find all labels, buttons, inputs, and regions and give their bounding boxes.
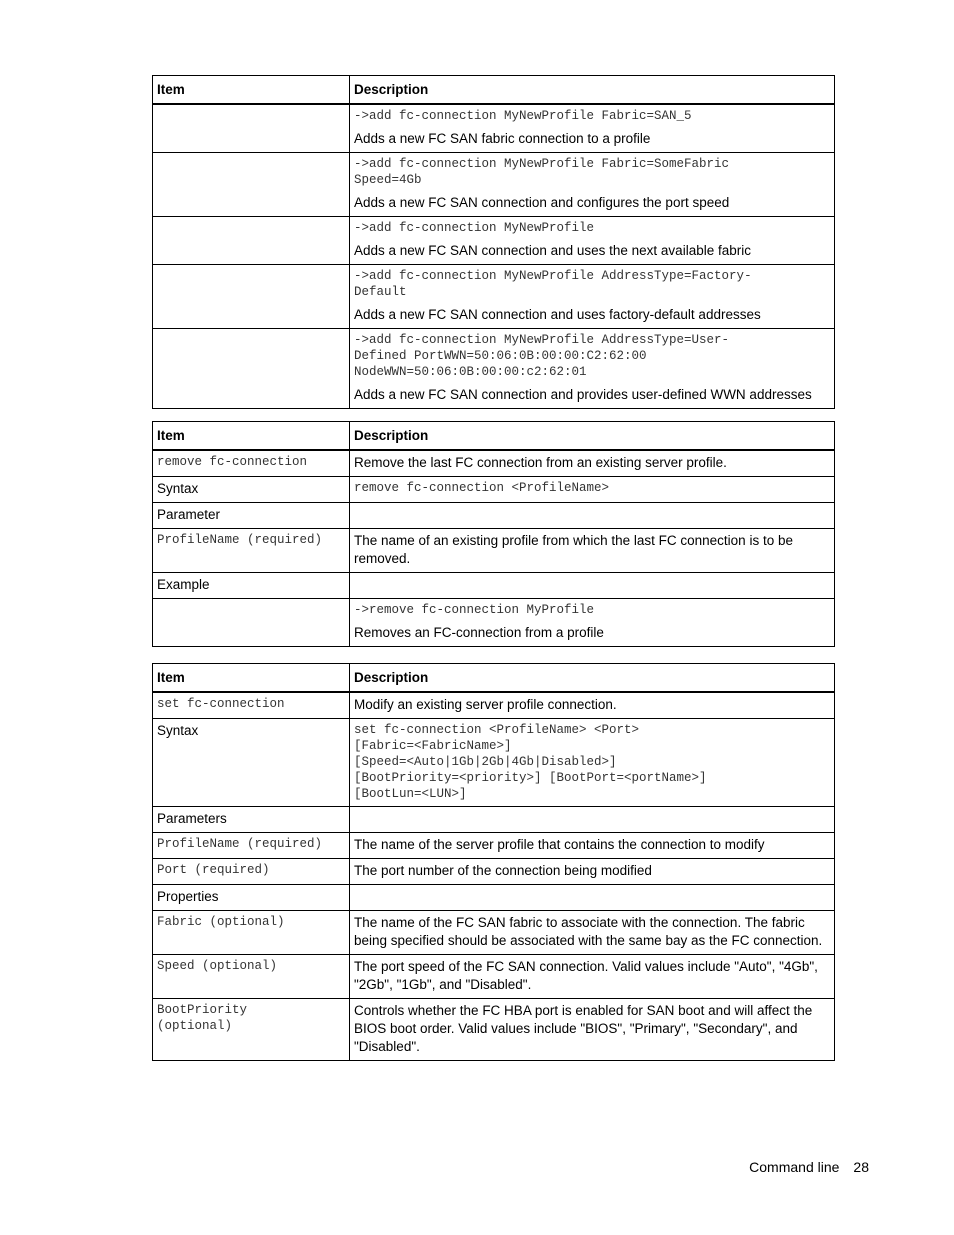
example-description: Adds a new FC SAN fabric connection to a profile [354, 131, 651, 146]
description-cell [350, 573, 835, 599]
description-cell [350, 217, 835, 265]
description-cell: Modify an existing server profile connection. [350, 692, 835, 719]
table-row [153, 503, 835, 529]
table-row [153, 807, 835, 833]
table-row [153, 692, 835, 719]
item-cell [153, 265, 350, 329]
example-command: ->remove fc-connection MyProfile [354, 603, 595, 617]
example-description: Removes an FC-connection from a profile [354, 625, 604, 640]
description-cell: The name of the FC SAN fabric to associate with the connection. The fabric being specified should be associated with the same bay as the FC connection. [350, 911, 835, 955]
table-row [153, 885, 835, 911]
item-cell [153, 104, 350, 153]
property-name: Fabric (optional) [157, 915, 285, 929]
table-row [153, 329, 835, 409]
description-cell [350, 153, 835, 217]
table-row [153, 911, 835, 955]
item-cell [153, 450, 350, 477]
header-item: Item [153, 664, 350, 693]
example-description: Adds a new FC SAN connection and uses factory-default addresses [354, 307, 761, 322]
example-label: Example [153, 573, 350, 599]
description-cell: The port speed of the FC SAN connection. Valid values include "Auto", "4Gb", "2Gb", "1Gb", and "Disabled". [350, 955, 835, 999]
parameter-label: Parameter [153, 503, 350, 529]
example-command: ->add fc-connection MyNewProfile Fabric=SAN_5 [354, 109, 692, 123]
syntax-code: set fc-connection <ProfileName> <Port> [Fabric=<FabricName>] [Speed=<Auto|1Gb|2Gb|4Gb|Disabled>] [BootPriority=<priority>] [BootPort=<portName>] [BootLun=<LUN>] [354, 723, 707, 801]
property-name: Speed (optional) [157, 959, 278, 973]
table-row [153, 999, 835, 1061]
item-cell [153, 955, 350, 999]
table-header-row [153, 76, 835, 105]
table-row [153, 955, 835, 999]
command-table-remove-fc-connection [152, 421, 835, 647]
properties-label: Properties [153, 885, 350, 911]
table-row [153, 833, 835, 859]
example-description: Adds a new FC SAN connection and configures the port speed [354, 195, 730, 210]
header-description: Description [350, 76, 835, 105]
header-item: Item [153, 422, 350, 451]
table-row [153, 529, 835, 573]
item-cell [153, 217, 350, 265]
table-header-row [153, 422, 835, 451]
page-number: 28 [853, 1159, 869, 1175]
example-command: ->add fc-connection MyNewProfile AddressType=Factory- Default [354, 269, 752, 299]
command-name: set fc-connection [157, 697, 285, 711]
header-item: Item [153, 76, 350, 105]
item-cell [153, 529, 350, 573]
description-cell [350, 719, 835, 807]
header-description: Description [350, 422, 835, 451]
header-description: Description [350, 664, 835, 693]
example-description: Adds a new FC SAN connection and provides user-defined WWN addresses [354, 387, 812, 402]
command-table-set-fc-connection [152, 663, 835, 1061]
item-cell [153, 599, 350, 647]
table-row [153, 859, 835, 885]
syntax-label: Syntax [153, 719, 350, 807]
syntax-code: remove fc-connection <ProfileName> [354, 481, 610, 495]
command-name: remove fc-connection [157, 455, 308, 469]
description-cell [350, 104, 835, 153]
property-name: BootPriority (optional) [157, 1003, 248, 1033]
table-row [153, 217, 835, 265]
description-cell: The name of an existing profile from which the last FC connection is to be removed. [350, 529, 835, 573]
page-footer [749, 1158, 869, 1176]
table-header-row [153, 664, 835, 693]
table-row [153, 450, 835, 477]
table-row [153, 104, 835, 153]
description-cell: The port number of the connection being modified [350, 859, 835, 885]
parameters-label: Parameters [153, 807, 350, 833]
description-cell [350, 265, 835, 329]
description-cell [350, 599, 835, 647]
description-cell [350, 807, 835, 833]
example-command: ->add fc-connection MyNewProfile AddressType=User- Defined PortWWN=50:06:0B:00:00:C2:62:00 NodeWWN=50:06:0B:00:00:c2:62:01 [354, 333, 730, 379]
description-cell [350, 885, 835, 911]
table-row [153, 573, 835, 599]
description-cell: Remove the last FC connection from an existing server profile. [350, 450, 835, 477]
description-cell [350, 503, 835, 529]
description-cell [350, 329, 835, 409]
examples-table-add-fc-connection [152, 75, 835, 409]
item-cell [153, 859, 350, 885]
item-cell [153, 999, 350, 1061]
parameter-name: ProfileName (required) [157, 533, 323, 547]
description-cell: Controls whether the FC HBA port is enabled for SAN boot and will affect the BIOS boot order. Valid values include "BIOS", "Primary", "Secondary", and "Disabled". [350, 999, 835, 1061]
item-cell [153, 692, 350, 719]
description-cell: The name of the server profile that contains the connection to modify [350, 833, 835, 859]
item-cell [153, 153, 350, 217]
syntax-label: Syntax [153, 477, 350, 503]
description-cell [350, 477, 835, 503]
example-description: Adds a new FC SAN connection and uses the next available fabric [354, 243, 751, 258]
table-row [153, 477, 835, 503]
table-row [153, 599, 835, 647]
item-cell [153, 911, 350, 955]
item-cell [153, 833, 350, 859]
example-command: ->add fc-connection MyNewProfile Fabric=SomeFabric Speed=4Gb [354, 157, 730, 187]
parameter-name: Port (required) [157, 863, 270, 877]
table-row [153, 265, 835, 329]
item-cell [153, 329, 350, 409]
footer-section-title: Command line [749, 1159, 840, 1175]
parameter-name: ProfileName (required) [157, 837, 323, 851]
table-row [153, 719, 835, 807]
example-command: ->add fc-connection MyNewProfile [354, 221, 595, 235]
table-row [153, 153, 835, 217]
